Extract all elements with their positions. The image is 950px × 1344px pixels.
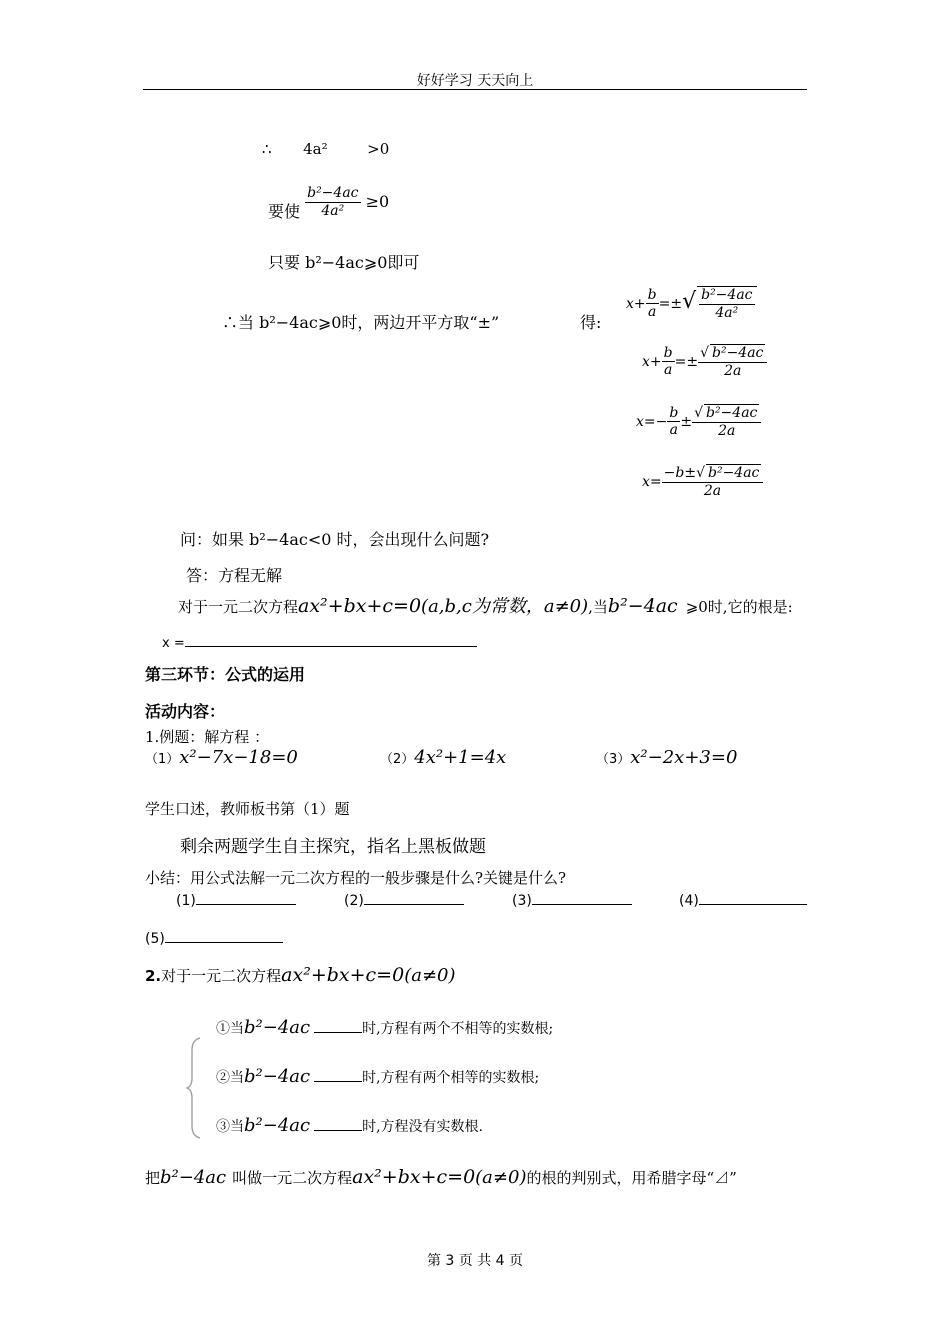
example-2 bbox=[380, 747, 506, 768]
case-2-mark: ②当 bbox=[216, 1070, 244, 1086]
step-3-radnum-wrap bbox=[692, 404, 761, 423]
require-den: 4a² bbox=[321, 202, 345, 219]
part2-label: 2. bbox=[145, 967, 162, 985]
summary-step-1-label: (1) bbox=[176, 893, 196, 909]
step-1-lhs: x+ bbox=[626, 296, 646, 313]
summary-step-3-blank[interactable] bbox=[532, 904, 632, 905]
final-suffix: 的根的判别式，用希腊字母“⊿” bbox=[526, 1169, 737, 1187]
case-3-disc: b²−4ac bbox=[244, 1115, 311, 1136]
example-3-eq: x²−2x+3=0 bbox=[630, 747, 738, 768]
step-4-rfrac bbox=[662, 464, 764, 500]
step-3-radnum: b²−4ac bbox=[705, 405, 758, 421]
therefore-rel: >0 bbox=[367, 140, 390, 158]
formula-equation: ax²+bx+c=0 bbox=[298, 595, 422, 617]
get-word: 得: bbox=[580, 313, 602, 332]
require-fraction bbox=[305, 185, 360, 220]
example-2-num: （2） bbox=[380, 752, 415, 767]
example-1-num: （1） bbox=[145, 752, 180, 767]
step-2-radnum: b²−4ac bbox=[712, 345, 764, 361]
final-equation: ax²+bx+c=0 bbox=[352, 1166, 476, 1188]
step-3-bden: a bbox=[669, 422, 679, 439]
final-middle: 叫做一元二次方程 bbox=[232, 1169, 353, 1187]
radical-sign-icon: √ bbox=[700, 345, 709, 361]
step-3-rfrac bbox=[692, 404, 761, 440]
step-2-bnum: b bbox=[663, 344, 673, 361]
example-3 bbox=[596, 747, 737, 768]
formula-suffix: ⩾0时,它的根是: bbox=[685, 598, 793, 616]
step-2-radnum-wrap bbox=[698, 344, 767, 363]
roots-answer-blank[interactable] bbox=[185, 646, 477, 647]
therefore-symbol: ∴ bbox=[262, 140, 272, 158]
summary-step-2-label: (2) bbox=[344, 893, 364, 909]
summary-step-4-blank[interactable] bbox=[699, 904, 807, 905]
step-1-frac bbox=[646, 287, 659, 322]
step-3-frac bbox=[667, 405, 680, 440]
example-label: 1.例题：解方程 ： bbox=[145, 728, 270, 746]
step-1-radicand bbox=[697, 286, 756, 322]
roots-x-label: x = bbox=[162, 636, 185, 651]
radical-sign-icon: √ bbox=[694, 405, 703, 421]
case-1 bbox=[216, 1017, 553, 1038]
step-4-radnum: b²−4ac bbox=[708, 465, 760, 481]
summary-step-1-blank[interactable] bbox=[196, 904, 296, 905]
step-2-frac bbox=[662, 345, 675, 380]
require-rel: ≥0 bbox=[365, 192, 390, 212]
step-1-radnum: b²−4ac bbox=[701, 287, 753, 303]
question-line: 问：如果 b²−4ac<0 时，会出现什么问题? bbox=[180, 530, 490, 549]
step-3-radden: 2a bbox=[718, 422, 736, 439]
part2-prefix: 对于一元二次方程 bbox=[161, 967, 282, 985]
summary-step-4-label: (4) bbox=[679, 893, 699, 909]
require-line bbox=[268, 185, 389, 222]
roots-answer bbox=[162, 636, 477, 651]
part2-equation: ax²+bx+c=0 bbox=[281, 964, 405, 986]
step-1-radden: 4a² bbox=[715, 304, 739, 321]
require-prefix: 要使 bbox=[268, 202, 301, 222]
example-1 bbox=[145, 747, 298, 768]
summary-step-3-label: (3) bbox=[512, 893, 532, 909]
when-line: ∴当 b²−4ac⩾0时，两边开平方取“±” bbox=[222, 313, 500, 332]
summary-step-2-blank[interactable] bbox=[364, 904, 464, 905]
summary-step-3 bbox=[512, 893, 632, 909]
case-3 bbox=[216, 1115, 483, 1136]
final-condition: (a≠0) bbox=[475, 1167, 527, 1188]
step-2-radden: 2a bbox=[724, 362, 742, 379]
formula-disc: b²−4ac bbox=[607, 595, 678, 617]
case-1-blank[interactable] bbox=[314, 1032, 362, 1033]
final-line bbox=[145, 1166, 737, 1188]
step-2 bbox=[642, 344, 767, 380]
only-need-line: 只要 b²−4ac⩾0即可 bbox=[268, 253, 420, 272]
step-4-lhs: x= bbox=[642, 474, 662, 491]
formula-middle: ,当 bbox=[588, 598, 608, 616]
case-2 bbox=[216, 1066, 539, 1087]
step-1-bnum: b bbox=[647, 286, 657, 303]
therefore-line bbox=[262, 140, 389, 158]
example-2-eq: 4x²+1=4x bbox=[414, 747, 507, 768]
formula-line bbox=[178, 592, 793, 618]
case-2-blank[interactable] bbox=[314, 1081, 362, 1082]
part2-condition: (a≠0) bbox=[404, 965, 456, 986]
step-4-num-wrap bbox=[662, 464, 764, 483]
case-3-mark: ③当 bbox=[216, 1119, 244, 1135]
summary-step-1 bbox=[176, 893, 296, 909]
step-3-lhs: x=− bbox=[636, 414, 668, 431]
activity-label: 活动内容： bbox=[145, 702, 226, 721]
left-brace-icon bbox=[186, 1036, 202, 1140]
case-1-text: 时,方程有两个不相等的实数根; bbox=[362, 1021, 554, 1037]
therefore-expr: 4a² bbox=[303, 140, 328, 158]
part2-heading bbox=[145, 964, 456, 986]
formula-prefix: 对于一元二次方程 bbox=[178, 598, 299, 616]
final-prefix: 把 bbox=[145, 1169, 161, 1187]
step-1-bden: a bbox=[647, 304, 657, 321]
radical-sign-icon: √ bbox=[696, 465, 705, 481]
step-4-radden: 2a bbox=[703, 482, 722, 499]
rest-line: 剩余两题学生自主探究，指名上黑板做题 bbox=[180, 837, 486, 857]
header-rule bbox=[143, 89, 807, 90]
summary-step-4 bbox=[679, 893, 807, 909]
page-footer: 第 3 页 共 4 页 bbox=[426, 1253, 524, 1269]
step-1-op: =± bbox=[658, 296, 683, 313]
section3-title: 第三环节：公式的运用 bbox=[145, 665, 306, 684]
step-3-op: ± bbox=[680, 414, 693, 431]
radical-sign-icon: √ bbox=[682, 289, 697, 315]
case-3-text: 时,方程没有实数根. bbox=[362, 1119, 483, 1135]
step-3-bnum: b bbox=[669, 404, 679, 421]
step-1 bbox=[626, 286, 757, 322]
step-3 bbox=[636, 404, 761, 440]
step-2-op: =± bbox=[674, 354, 699, 371]
example-3-num: （3） bbox=[596, 752, 631, 767]
summary-step-2 bbox=[344, 893, 464, 909]
summary-line: 小结：用公式法解一元二次方程的一般步骤是什么?关键是什么? bbox=[145, 869, 567, 887]
case-2-text: 时,方程有两个相等的实数根; bbox=[362, 1070, 540, 1086]
step-4-num-prefix: −b± bbox=[663, 465, 697, 481]
case-2-disc: b²−4ac bbox=[244, 1066, 311, 1087]
formula-condition: (a,b,c为常数，a≠0) bbox=[421, 596, 589, 617]
require-num: b²−4ac bbox=[307, 185, 359, 201]
summary-step-5-label: (5) bbox=[145, 931, 165, 947]
final-disc: b²−4ac bbox=[160, 1167, 227, 1188]
step-2-bden: a bbox=[663, 362, 673, 379]
case-1-disc: b²−4ac bbox=[244, 1017, 311, 1038]
page-header: 好好学习 天天向上 bbox=[416, 73, 534, 89]
step-2-lhs: x+ bbox=[642, 354, 662, 371]
summary-step-5-blank[interactable] bbox=[165, 942, 283, 943]
student-line: 学生口述，教师板书第（1）题 bbox=[145, 800, 350, 818]
step-4 bbox=[642, 464, 763, 500]
case-1-mark: ①当 bbox=[216, 1021, 244, 1037]
example-1-eq: x²−7x−18=0 bbox=[179, 747, 298, 768]
summary-step-5 bbox=[145, 931, 283, 947]
step-2-rfrac bbox=[698, 344, 767, 380]
answer-line: 答：方程无解 bbox=[186, 566, 283, 585]
case-3-blank[interactable] bbox=[314, 1130, 362, 1131]
